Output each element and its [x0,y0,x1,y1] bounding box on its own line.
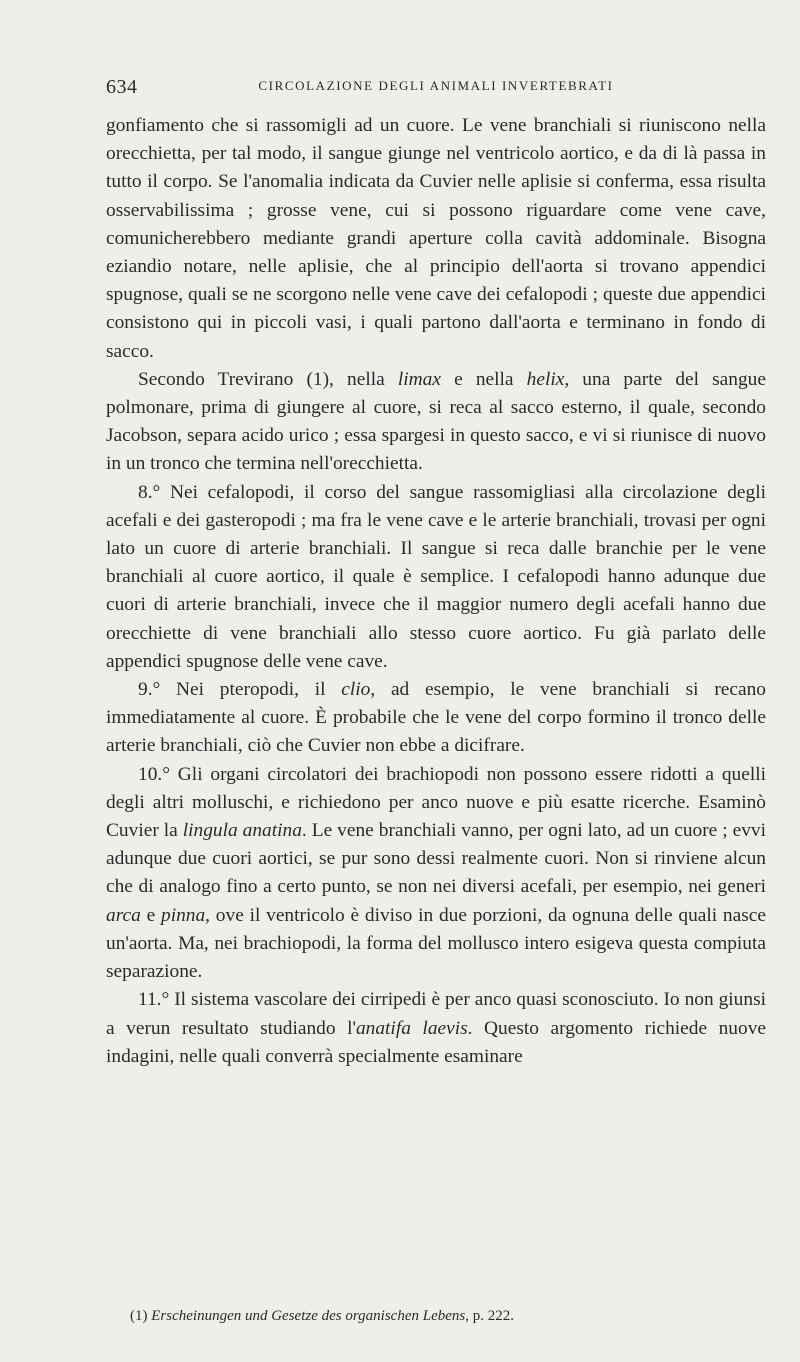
body-text [106,112,766,1071]
paragraph-5: 10.° Gli organi circolatori dei brachiopodi non possono essere ridotti a quelli degli altri molluschi, e richiedono per anco nuove e più esatte ricerche. Esaminò Cuvier la lingula anatina. Le vene branchiali vanno, per ogni lato, ad un cuore ; evvi adunque due cuori aortici, se pur sono dessi realmente cuori. Non si rinviene alcun che di analogo fino a certo punto, se non nei diversi acefali, per esempio, nei generi arca e pinna, ove il ventricolo è diviso in due porzioni, da ognuna delle quali nasce un'aorta. Ma, nei brachiopodi, la forma del mollusco intero esigeva questa compiuta separazione. [106,763,767,983]
paragraph-6: 11.° Il sistema vascolare dei cirripedi è per anco quasi sconosciuto. Io non giunsi a verun resultato studiando l'anatifa laevis. Questo argomento richiede nuove indagini, nelle quali converrà specialmente esaminare [106,989,766,1067]
footnote [130,1306,766,1326]
paragraph-4: 9.° Nei pteropodi, il clio, ad esempio, le vene branchiali si recano immediatamente al cuore. È probabile che le vene del corpo formino il tronco delle arterie branchiali, ciò che Cuvier non ebbe a dicifrare. [106,679,766,757]
footnote-marker: (1) [130,1308,152,1324]
running-title: CIRCOLAZIONE DEGLI ANIMALI INVERTEBRATI [258,78,614,93]
paragraph-1: gonfiamento che si rassomigli ad un cuore. Le vene branchiali si riuniscono nella orecchietta, per tal modo, il sangue giunge nel ventricolo aortico, e da di là passa in tutto il corpo. Se l'anomalia indicata da Cuvier nelle aplisie si conferma, essa risulta osservabilissima ; grosse vene, cui si possono riguardare come vene cave, comunicherebbero mediante grandi aperture colla cavità addominale. Bisogna eziandio notare, nelle aplisie, che al principio dell'aorta si trovano appendici spugnose, quali se ne scorgono nelle vene cave dei cefalopodi ; queste due appendici consistono qui in piccoli vasi, i quali partono dall'aorta e terminano in fondo di sacco. [106,115,766,362]
paragraph-2: Secondo Treviranо (1), nella limax e nella helix, una parte del sangue polmonare, prima di giungere al cuore, si reca al sacco esterno, il quale, secondo Jacobson, separa acido urico ; essa spargesi in questo sacco, e vi si riunisce di nuovo in un tronco che termina nell'orecchietta. [106,368,766,475]
footnote-title: Erscheinungen und Gesetze des organischen Lebens [151,1308,466,1324]
paragraph-3: 8.° Nei cefalopodi, il corso del sangue rassomigliasi alla circolazione degli acefali e dei gasteropodi ; ma fra le vene cave e le arterie branchiali, trovasi per ogni lato un cuore di arterie branchiali. Il sangue si reca dalle branchie per le vene branchiali al cuore aortico, il quale è semplice. I cefalopodi hanno adunque due cuori di arterie branchiali, invece che il maggior numero degli acefali hanno due orecchiette di vene branchiali allo stesso cuore aortico. Fu già parlato delle appendici spugnose delle vene cave. [106,481,766,672]
page-number: 634 [106,76,138,98]
running-head [106,76,766,100]
footnote-page: , p. 222. [465,1308,514,1324]
